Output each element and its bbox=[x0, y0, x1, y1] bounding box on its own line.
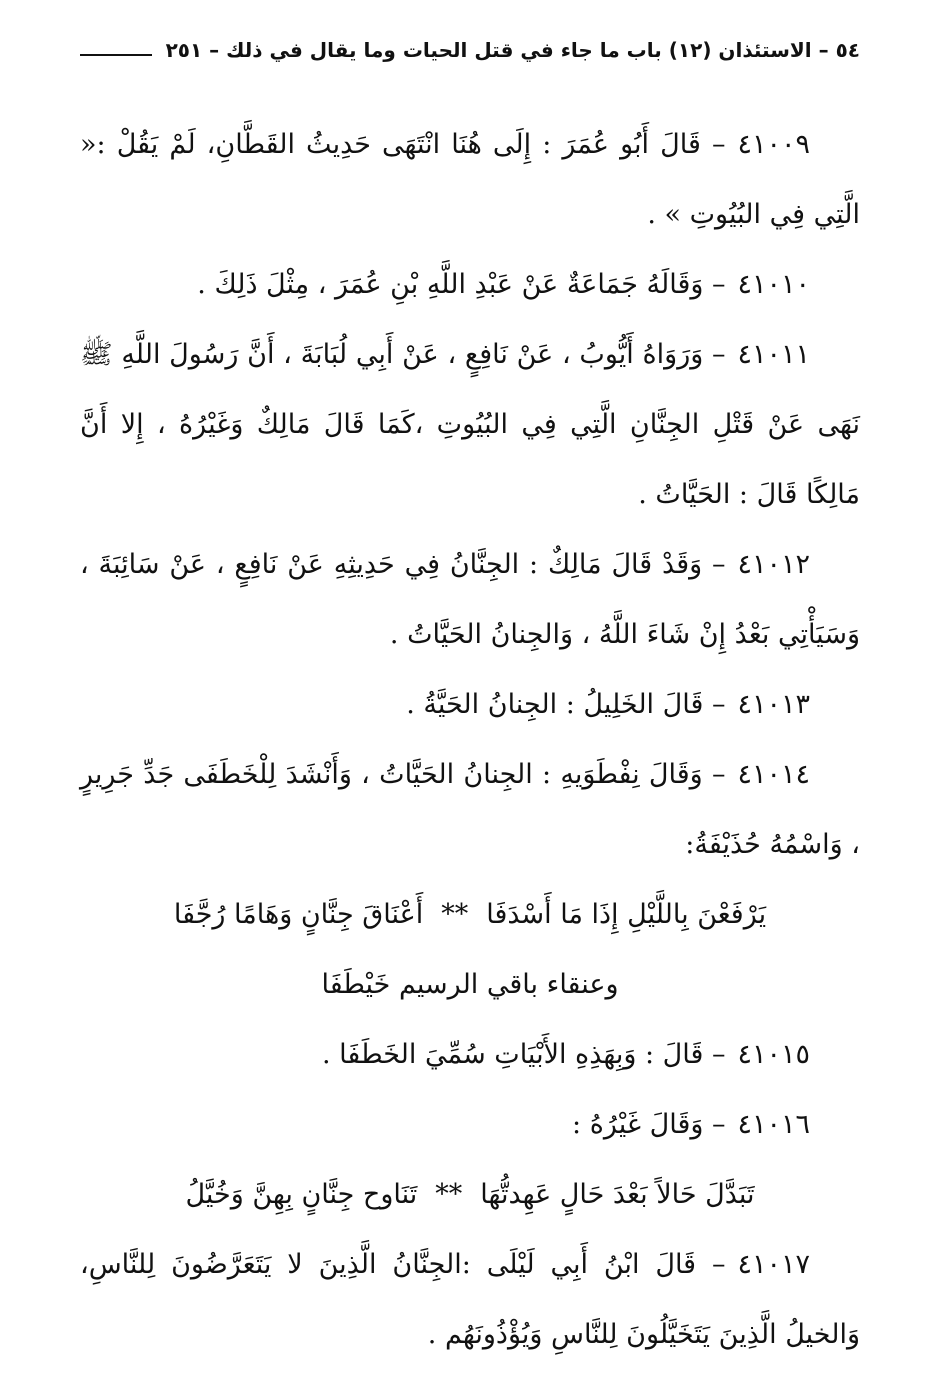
paragraph-number: ٤١٠١٦ bbox=[737, 1109, 810, 1140]
paragraph-text: – وَرَوَاهُ أَيُّوبُ ، عَنْ نَافِعٍ ، عَنْ أَبِي لُبَابَةَ ، أَنَّ رَسُولَ اللَّهِ ﷺ نَهَى عَنْ قَتْلِ الجِنَّانِ الَّتِي فِي البُيُوتِ ،كَمَا قَالَ مَالِكٌ وَغَيْرُهُ ، إِلا أَنَّ مَالِكًا قَالَ : الحَيَّاتُ . bbox=[80, 339, 860, 510]
verse-separator: ** bbox=[435, 1179, 463, 1210]
paragraph-41009 bbox=[80, 110, 860, 250]
verse-separator: ** bbox=[441, 899, 469, 930]
poetry-verse-1 bbox=[80, 880, 860, 950]
paragraph-41011 bbox=[80, 320, 860, 530]
paragraph-41010 bbox=[80, 250, 860, 320]
paragraph-number: ٤١٠٠٩ bbox=[737, 129, 810, 160]
paragraph-41014 bbox=[80, 740, 860, 880]
paragraph-number: ٤١٠١٢ bbox=[737, 549, 810, 580]
paragraph-number: ٤١٠١٧ bbox=[737, 1249, 810, 1280]
paragraph-text: – وَقَالَ غَيْرُهُ : bbox=[572, 1109, 726, 1140]
paragraph-text: – وَقَالَ نِفْطَوَيهِ : الجِنانُ الحَيَّاتُ ، وَأَنْشَدَ لِلْخَطَفَى جَدِّ جَرِيرٍ ، وَاسْمُهُ حُذَيْفَةُ: bbox=[80, 759, 860, 860]
paragraph-text: – وَقَالَهُ جَمَاعَةٌ عَنْ عَبْدِ اللَّهِ بْنِ عُمَرَ ، مِثْلَ ذَلِكَ . bbox=[197, 269, 726, 300]
paragraph-41012 bbox=[80, 530, 860, 670]
paragraph-41013 bbox=[80, 670, 860, 740]
paragraph-number: ٤١٠١٠ bbox=[737, 269, 810, 300]
poetry-verse-1-continuation: وعنقاء باقي الرسيم خَيْطَفَا bbox=[321, 969, 619, 1000]
paragraph-41016 bbox=[80, 1090, 860, 1160]
running-header bbox=[80, 28, 860, 68]
paragraph-number: ٤١٠١٥ bbox=[737, 1039, 810, 1070]
verse-first-hemistich: يَرْفَعْنَ بِاللَّيْلِ إِذَا مَا أَسْدَفَا bbox=[486, 899, 767, 930]
paragraph-text: – قَالَ ابْنُ أَبِي لَيْلَى :الجِنَّانُ الَّذِينَ لا يَتَعَرَّضُونَ لِلنَّاسِ، وَالخيلُ الَّذِينَ يَتَخَيَّلُونَ لِلنَّاسِ وَيُؤْذُونَهُم . bbox=[80, 1249, 860, 1350]
verse-second-hemistich: أَعْنَاقَ جِنَّانٍ وَهَامًا رُجَّفَا bbox=[173, 899, 424, 930]
paragraph-text: – قَالَ : وَبِهَذِهِ الأَبْيَاتِ سُمِّيَ الخَطَفَا . bbox=[322, 1039, 726, 1070]
paragraph-text: – قَالَ الخَلِيلُ : الجِنانُ الحَيَّةُ . bbox=[406, 689, 726, 720]
paragraph-number: ٤١٠١٣ bbox=[737, 689, 810, 720]
paragraph-number: ٤١٠١٤ bbox=[737, 759, 810, 790]
page-body bbox=[80, 110, 860, 1370]
header-rule bbox=[80, 54, 152, 56]
header-title: ٥٤ – الاستئذان (١٢) باب ما جاء في قتل الحيات وما يقال في ذلك – ٢٥١ bbox=[165, 38, 860, 62]
paragraph-text: – قَالَ أَبُو عُمَرَ : إِلَى هُنَا انْتَهَى حَدِيثُ القَطَّانِ، لَمْ يَقُلْ :« الَّتِي فِي البُيُوتِ » . bbox=[80, 129, 860, 230]
poetry-verse-2 bbox=[80, 1160, 860, 1230]
paragraph-number: ٤١٠١١ bbox=[737, 339, 810, 370]
verse-first-hemistich: تَبَدَّلَ حَالاً بَعْدَ حَالٍ عَهِدتُّهَا bbox=[480, 1179, 755, 1210]
paragraph-41015 bbox=[80, 1020, 860, 1090]
paragraph-41017 bbox=[80, 1230, 860, 1370]
verse-second-hemistich: تَنَاوح جِنَّانٍ بِهِنَّ وَخُيَّلُ bbox=[185, 1179, 418, 1210]
paragraph-text: – وَقَدْ قَالَ مَالِكٌ : الجِنَّانُ فِي حَدِيثِهِ عَنْ نَافِعٍ ، عَنْ سَائِبَةَ ، وَسَيَأْتِي بَعْدُ إِنْ شَاءَ اللَّهُ ، وَالجِنانُ الحَيَّاتُ . bbox=[80, 549, 860, 650]
